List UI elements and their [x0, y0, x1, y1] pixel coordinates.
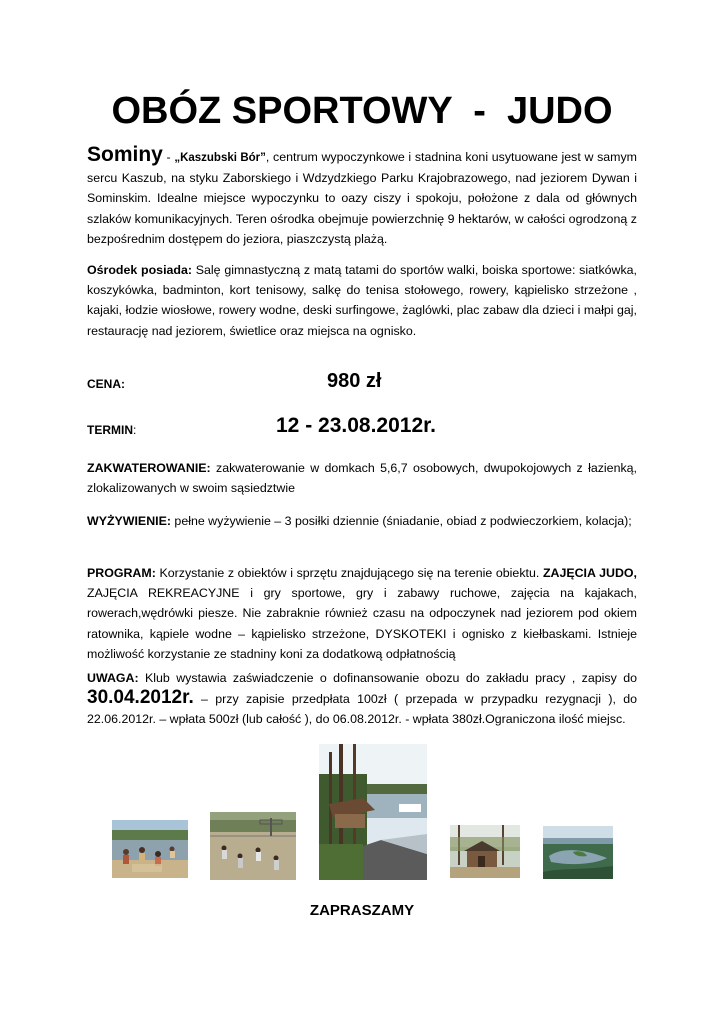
- notice-deadline: 30.04.2012r.: [87, 687, 194, 709]
- intro-dash: -: [162, 150, 175, 164]
- meals-label: WYŻYWIENIE:: [87, 514, 171, 528]
- notice-label: UWAGA:: [87, 671, 139, 685]
- program-paragraph: [87, 563, 637, 664]
- term-label: TERMIN: [87, 423, 133, 437]
- photo-lake-aerial: [543, 826, 613, 879]
- program-label: PROGRAM:: [87, 566, 156, 580]
- notice-text-2: – przy zapisie przedpłata 100zł ( przepada w przypadku rezygnacji ), do 22.06.2012r. – wpłata 500zł (lub całość ), do 06.08.2012r. - wpłata 380zł.Ograniczona ilość miejsc.: [87, 692, 637, 727]
- meals-paragraph: [87, 511, 637, 531]
- photo-sports-field: [210, 812, 296, 880]
- term-colon: :: [133, 423, 137, 437]
- place-name: Sominy: [87, 143, 163, 166]
- accommodation-paragraph: [87, 458, 637, 498]
- term-value: 12 - 23.08.2012r.: [276, 414, 436, 437]
- notice-paragraph: [87, 668, 637, 730]
- photo-beach: [112, 820, 188, 878]
- term-label-group: [87, 423, 136, 437]
- price-label: CENA:: [87, 377, 125, 391]
- accommodation-label: ZAKWATEROWANIE:: [87, 461, 211, 475]
- notice-text-1: Klub wystawia zaświadczenie o dofinansowanie obozu do zakładu pracy , zapisy do: [138, 671, 637, 685]
- intro-paragraph: [87, 145, 637, 249]
- photo-lakeside-path: [319, 744, 427, 880]
- program-text-1: Korzystanie z obiektów i sprzętu znajdującego się na terenie obiektu.: [155, 566, 543, 580]
- accommodation-text: zakwaterowanie w domkach 5,6,7 osobowych, dwupokojowych z łazienką, zlokalizowanych w swoim sąsiedztwie: [87, 461, 637, 496]
- facilities-text: Salę gimnastyczną z matą tatami do sportów walki, boiska sportowe: siatkówka, koszykówka, badminton, kort tenisowy, salkę do tenisa stołowego, rowery, kąpielisko strzeżone , kajaki, łodzie wiosłowe, rowery wodne, deski surfingowe, żaglówki, plac zabaw dla dzieci i małpi gaj, restaurację nad jeziorem, świetlice oraz miejsca na ognisko.: [87, 263, 638, 338]
- page-title: OBÓZ SPORTOWY - JUDO: [111, 90, 613, 132]
- facilities-label: Ośrodek posiada:: [87, 263, 192, 277]
- photo-cabin: [450, 825, 520, 878]
- intro-text: , centrum wypoczynkowe i stadnina koni usytuowane jest w samym sercu Kaszub, na styku Zaborskiego i Wdzydzkiego Parku Krajobrazowego, nad jeziorem Dywan i Sominskim. Idealne miejsce wypoczynku to oazy ciszy i spokoju, położone z dala od głównych szlaków komunikacyjnych. Teren ośrodka obejmuje powierzchnię 9 hektarów, w całości ogrodzoną z bezpośrednim dostępem do jeziora, piaszczystą plażą.: [87, 150, 638, 246]
- program-text-2: ZAJĘCIA REKREACYJNE i gry sportowe, gry i zabawy ruchowe, zajęcia na kajakach, rowerach,wędrówki piesze. Nie zabraknie również czasu na odpoczynek nad jeziorem pod okiem ratownika, kąpiele wodne – kąpielisko strzeżone, DYSKOTEKI i ognisko z kiełbaskami. Istnieje możliwość korzystanie ze stadniny koni za dodatkową odpłatnością: [87, 586, 637, 661]
- facilities-paragraph: [87, 260, 637, 341]
- resort-name: „Kaszubski Bór”: [174, 152, 266, 164]
- price-value: 980 zł: [327, 370, 382, 392]
- closing-invitation: ZAPRASZAMY: [309, 902, 415, 919]
- meals-text: pełne wyżywienie – 3 posiłki dziennie (śniadanie, obiad z podwieczorkiem, kolacja);: [170, 514, 632, 528]
- program-judo: ZAJĘCIA JUDO,: [542, 566, 637, 580]
